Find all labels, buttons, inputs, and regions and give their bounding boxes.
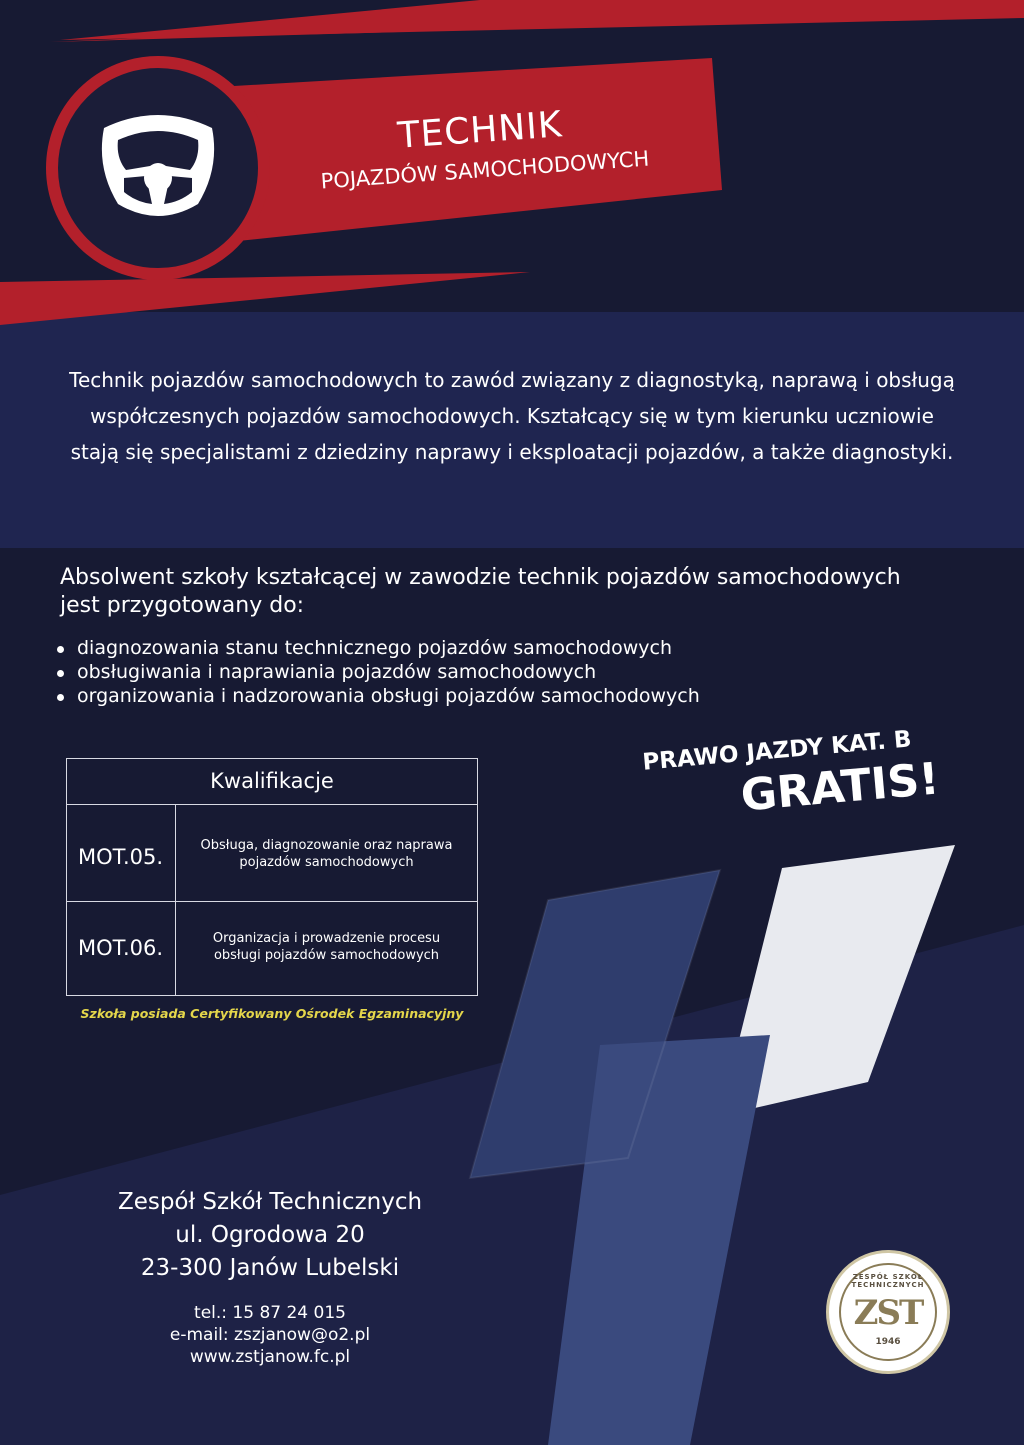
qualification-code: MOT.05. xyxy=(77,845,164,869)
list-item: obsługiwania i naprawiania pojazdów samochodowych xyxy=(55,660,815,684)
school-street: ul. Ogrodowa 20 xyxy=(175,1222,365,1248)
intro-line: Technik pojazdów samochodowych to zawód związany z diagnostyką, naprawą i obsługą xyxy=(69,368,955,392)
qualifications-table xyxy=(66,758,478,996)
qualification-description-line: obsługi pojazdów samochodowych xyxy=(213,948,440,963)
graduate-heading-line: Absolwent szkoły kształcącej w zawodzie technik pojazdów samochodowych xyxy=(60,565,901,590)
seal-logo: ZST xyxy=(853,1293,923,1333)
steering-wheel-icon xyxy=(94,108,222,228)
school-address xyxy=(70,1186,470,1285)
seal-text: ZESPÓŁ SZKÓŁ TECHNICZNYCH xyxy=(851,1273,925,1289)
intro-line: stają się specjalistami z dziedziny naprawy i eksploatacji pojazdów, a także diagnostyki. xyxy=(70,440,954,464)
qualification-code: MOT.06. xyxy=(77,936,164,960)
graduate-heading-line: jest przygotowany do: xyxy=(60,593,305,618)
page-title: TECHNIK xyxy=(396,104,564,157)
certification-note: Szkoła posiada Certyfikowany Ośrodek Egzaminacyjny xyxy=(80,1006,464,1021)
qualification-description xyxy=(175,805,477,901)
school-seal xyxy=(826,1250,950,1374)
list-item: organizowania i nadzorowania obsługi pojazdów samochodowych xyxy=(55,684,815,708)
graduate-skills-list xyxy=(55,636,815,708)
list-item: diagnozowania stanu technicznego pojazdów samochodowych xyxy=(55,636,815,660)
school-contact xyxy=(70,1302,470,1368)
graduate-heading xyxy=(60,564,980,620)
seal-year: 1946 xyxy=(875,1337,901,1347)
school-website: www.zstjanow.fc.pl xyxy=(189,1347,351,1367)
license-free-badge: GRATIS! xyxy=(738,753,942,822)
school-name: Zespół Szkół Technicznych xyxy=(117,1189,423,1215)
seal-ring xyxy=(839,1263,937,1361)
page-subtitle: POJAZDÓW SAMOCHODOWYCH xyxy=(319,146,651,194)
qualification-description xyxy=(175,902,477,995)
qualification-description-line: pojazdów samochodowych xyxy=(239,855,414,870)
qualification-description-line: Obsługa, diagnozowanie oraz naprawa xyxy=(200,838,453,853)
qualifications-header: Kwalifikacje xyxy=(67,759,477,805)
intro-line: współczesnych pojazdów samochodowych. Kształcący się w tym kierunku uczniowie xyxy=(90,404,934,428)
school-phone: tel.: 15 87 24 015 xyxy=(194,1303,346,1323)
license-offer: PRAWO JAZDY KAT. B xyxy=(641,726,913,776)
school-city: 23-300 Janów Lubelski xyxy=(140,1255,400,1281)
qualification-description-line: Organizacja i prowadzenie procesu xyxy=(212,931,441,946)
intro-text xyxy=(40,362,984,470)
school-email: e-mail: zszjanow@o2.pl xyxy=(169,1325,371,1345)
